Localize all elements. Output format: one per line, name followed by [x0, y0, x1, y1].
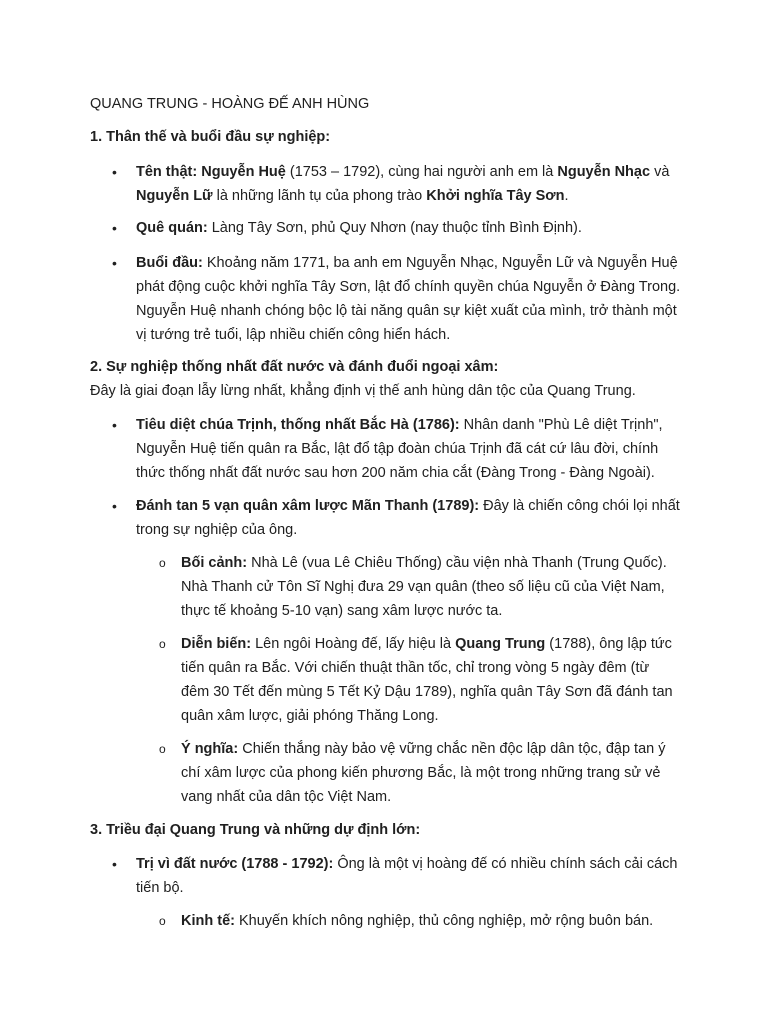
- item-label: Quê quán:: [136, 220, 208, 236]
- section-2-intro: Đây là giai đoạn lẫy lừng nhất, khẳng định vị thế anh hùng dân tộc của Quang Trung.: [90, 383, 636, 399]
- item-text: Làng Tây Sơn, phủ Quy Nhơn (nay thuộc tỉnh Bình Định).: [207, 220, 582, 236]
- circle-marker: o: [159, 637, 166, 651]
- section-2-heading: 2. Sự nghiệp thống nhất đất nước và đánh đuổi ngoại xâm:: [90, 359, 499, 375]
- sub-item-dien-bien: [181, 632, 681, 728]
- item-text: .: [564, 188, 569, 204]
- item-text: Chiến thắng này bảo vệ vững chắc nền độc lập dân tộc, đập tan ý chí xâm lược của phong kiến phương Bắc, là một trong những trang sử vẻ vang nhất của dân tộc Việt Nam.: [181, 741, 666, 805]
- sub-item-kinh-te: [181, 909, 681, 933]
- item-text: và: [650, 164, 670, 180]
- document-title: QUANG TRUNG - HOÀNG ĐẾ ANH HÙNG: [90, 96, 370, 112]
- name-nguyen-hue: Nguyễn Huệ: [201, 164, 286, 180]
- item-label: Trị vì đất nước (1788 - 1792):: [136, 856, 334, 872]
- item-text: Khoảng năm 1771, ba anh em Nguyễn Nhạc, Nguyễn Lữ và Nguyễn Huệ phát động cuộc khởi nghĩa Tây Sơn, lật đổ chính quyền chúa Nguyễn ở Đàng Trong. Nguyễn Huệ nhanh chóng bộc lộ tài năng quân sự kiệt xuất của mình, trở thành một vị tướng trẻ tuổi, lập nhiều chiến công hiển hách.: [136, 255, 681, 343]
- section-1-heading: 1. Thân thế và buổi đầu sự nghiệp:: [90, 129, 331, 145]
- item-label: Kinh tế:: [181, 913, 235, 929]
- movement-name: Khởi nghĩa Tây Sơn: [426, 188, 565, 204]
- list-item-que-quan: [136, 216, 684, 240]
- list-item-buoi-dau: [136, 251, 684, 347]
- list-item-danh-tan-man-thanh: [136, 494, 684, 542]
- item-label: Ý nghĩa:: [181, 741, 239, 757]
- circle-marker: o: [159, 742, 166, 756]
- list-item-tri-vi: [136, 852, 684, 900]
- circle-marker: o: [159, 556, 166, 570]
- bullet-marker: •: [112, 856, 117, 872]
- bullet-marker: •: [112, 164, 117, 180]
- item-text: Ông là một vị hoàng đế có nhiều chính sách cải cách tiến bộ.: [136, 856, 678, 896]
- list-item-ten-that: [136, 160, 684, 208]
- reign-name: Quang Trung: [455, 636, 546, 652]
- name-nguyen-nhac: Nguyễn Nhạc: [557, 164, 651, 180]
- bullet-marker: •: [112, 498, 117, 514]
- item-label: Diễn biến:: [181, 636, 252, 652]
- item-label: Đánh tan 5 vạn quân xâm lược Mãn Thanh (1789):: [136, 498, 480, 514]
- item-text: Nhân danh "Phù Lê diệt Trịnh", Nguyễn Huệ tiến quân ra Bắc, lật đổ tập đoàn chúa Trịnh đã cát cứ lâu đời, chính thức thống nhất đất nước sau hơn 200 năm chia cắt (Đàng Trong - Đàng Ngoài).: [136, 417, 663, 481]
- bullet-marker: •: [112, 255, 117, 271]
- item-text: là những lãnh tụ của phong trào: [212, 188, 427, 204]
- section-3-heading: 3. Triều đại Quang Trung và những dự định lớn:: [90, 822, 421, 838]
- sub-item-boi-canh: [181, 551, 681, 623]
- bullet-marker: •: [112, 417, 117, 433]
- item-label: Tên thật:: [136, 164, 198, 180]
- item-text: Khuyến khích nông nghiệp, thủ công nghiệp, mở rộng buôn bán.: [234, 913, 654, 929]
- item-text: Đây là chiến công chói lọi nhất trong sự nghiệp của ông.: [136, 498, 680, 538]
- bullet-marker: •: [112, 220, 117, 236]
- name-nguyen-lu: Nguyễn Lữ: [136, 188, 213, 204]
- item-label: Buổi đầu:: [136, 255, 203, 271]
- item-text: Nhà Lê (vua Lê Chiêu Thống) cầu viện nhà Thanh (Trung Quốc). Nhà Thanh cử Tôn Sĩ Nghị đưa 29 vạn quân (theo số liệu cũ của Việt Nam, thực tế khoảng 5-10 vạn) sang xâm lược nước ta.: [181, 555, 667, 619]
- item-text: (1788), ông lập tức tiến quân ra Bắc. Với chiến thuật thần tốc, chỉ trong vòng 5 ngày đêm (từ đêm 30 Tết đến mùng 5 Tết Kỷ Dậu 1789), nghĩa quân Tây Sơn đã đánh tan quân xâm lược, giải phóng Thăng Long.: [181, 636, 673, 724]
- item-text: Lên ngôi Hoàng đế, lấy hiệu là: [251, 636, 456, 652]
- list-item-tieu-diet-chua-trinh: [136, 413, 684, 485]
- item-label: Tiêu diệt chúa Trịnh, thống nhất Bắc Hà (1786):: [136, 417, 460, 433]
- item-text: (1753 – 1792), cùng hai người anh em là: [285, 164, 558, 180]
- sub-item-y-nghia: [181, 737, 681, 809]
- circle-marker: o: [159, 914, 166, 928]
- item-label: Bối cảnh:: [181, 555, 248, 571]
